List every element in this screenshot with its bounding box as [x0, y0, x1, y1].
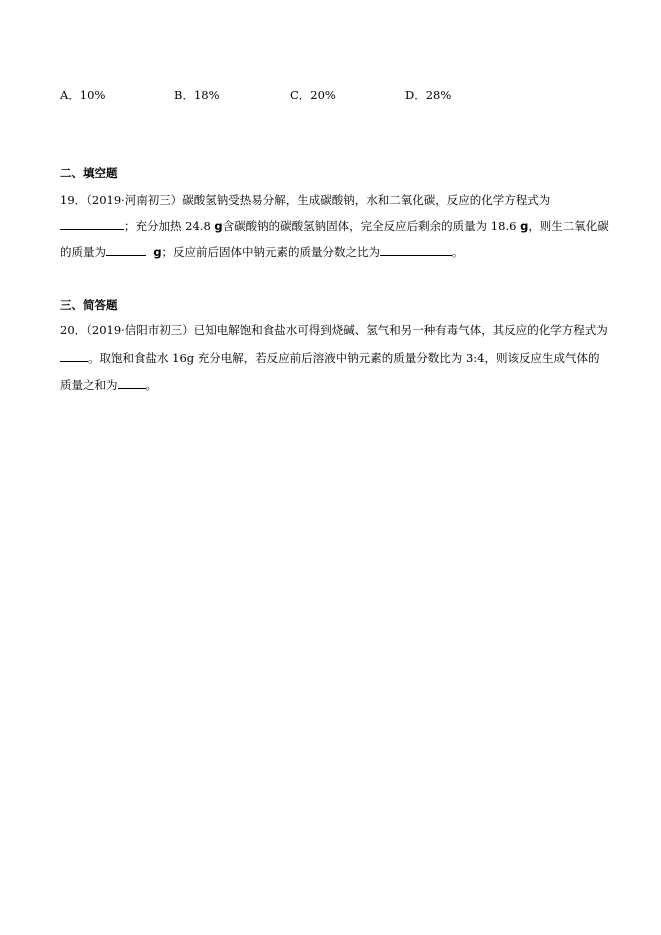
- q20-text-c: 质量之和为: [60, 378, 118, 392]
- q20-line-2: [60, 349, 599, 366]
- answer-blank[interactable]: [106, 243, 146, 256]
- answer-blank[interactable]: [60, 349, 88, 362]
- q19-text-c: ，则生二氧化碳: [528, 219, 609, 233]
- option-c: C．20%: [290, 88, 336, 102]
- answer-blank[interactable]: [60, 217, 124, 230]
- section-title-short-answer: 三、简答题: [60, 298, 118, 312]
- unit-g: g: [520, 219, 529, 233]
- answer-options: [60, 87, 600, 103]
- answer-blank[interactable]: [118, 376, 146, 389]
- section-title-fill-in: 二、填空题: [60, 166, 118, 180]
- q19-line-2: [60, 217, 609, 234]
- q19-text-a: ；充分加热 24.8: [124, 219, 215, 233]
- unit-g: g: [153, 245, 162, 259]
- q19-text-b: 含碳酸钠的碳酸氢钠固体，完全反应后剩余的质量为 18.6: [222, 219, 521, 233]
- q20-line-1: 20．（2019·信阳市初三）已知电解饱和食盐水可得到烧碱、氢气和另一种有毒气体，其反应的化学方程式为: [60, 323, 608, 337]
- option-b: B．18%: [174, 88, 220, 102]
- q20-text-b: 。取饱和食盐水 16g 充分电解，若反应前后溶液中钠元素的质量分数比为 3:4，则该反应生成气体的: [88, 351, 600, 365]
- q20-end: 。: [145, 378, 157, 392]
- unit-g: g: [214, 219, 223, 233]
- q19-line-3: [60, 243, 464, 260]
- q19-line-1: 19．（2019·河南初三）碳酸氢钠受热易分解，生成碳酸钠，水和二氧化碳，反应的化学方程式为: [60, 193, 551, 207]
- option-d: D．28%: [405, 88, 452, 102]
- q19-end: 。: [452, 245, 464, 259]
- q20-line-3: [60, 376, 157, 393]
- option-a: A．10%: [60, 88, 106, 102]
- q19-text-e: ；反应前后固体中钠元素的质量分数之比为: [161, 245, 381, 259]
- answer-blank[interactable]: [380, 243, 452, 256]
- q19-text-d: 的质量为: [60, 245, 106, 259]
